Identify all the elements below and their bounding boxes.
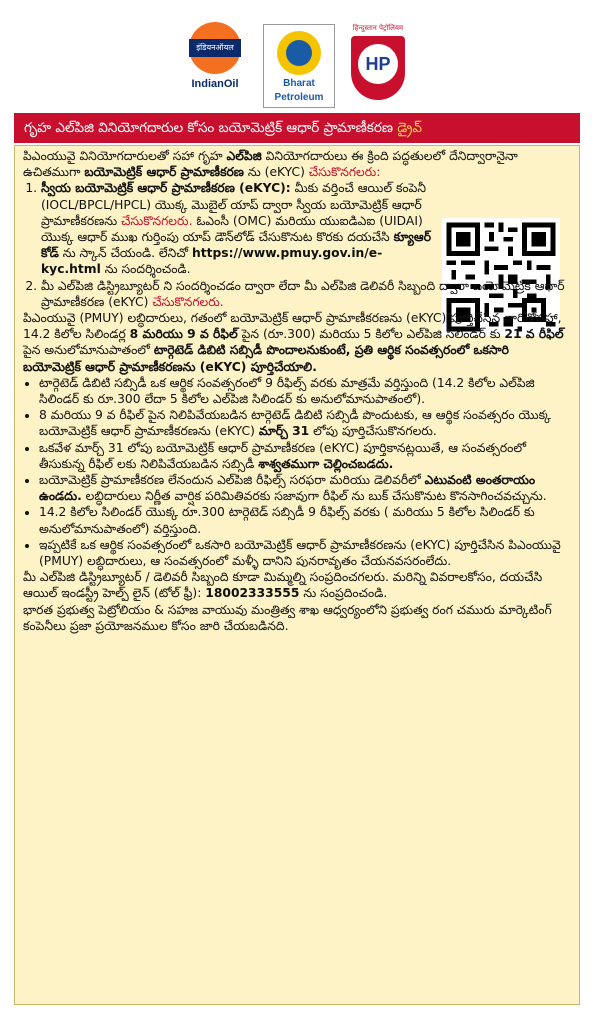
indianoil-devanagari: इंडियनऑयल: [189, 39, 241, 57]
methods-list: [23, 180, 571, 310]
indianoil-logo: [185, 22, 245, 90]
hp-mark: HP: [358, 44, 398, 84]
bharat-line2: Petroleum: [274, 92, 324, 103]
issuer-paragraph: భారత ప్రభుత్వ పెట్రోలియం & సహజ వాయువు మంత్రిత్వ శాఖ ఆధ్వర్యంలోని ప్రభుత్వ రంగ చమురు మార్కెటింగ్ కంపెనీలు ప్రజా ప్రయోజనముల కోసం జారి చేయబడినది.: [23, 602, 552, 633]
pmuy-ekyc-link[interactable]: https://www.pmuy.gov.in/e-kyc.html: [41, 246, 383, 277]
title-banner: [14, 113, 580, 143]
bharat-petroleum-emblem-icon: [277, 31, 321, 75]
notice-box: [14, 145, 580, 1005]
method-self-ekyc: 1. స్వీయ బయోమెట్రిక్ ఆధార్ ప్రామాణీకరణ (eKYC): మీకు వర్తించే ఆయిల్ కంపెనీ (IOCL/BPCL/HPCL) యొక్క మొబైల్ యాప్ ద్వారా స్వీయ బయోమెట్రిక్ ఆధార్ ప్రామాణీకరణను చేసుకొనగలరు. ఓఎంసీ (OMC) మరియు యుఐడిఎఐ (UIDAI) యొక్క ఆధార్ ముఖ గుర్తింపు యాప్ డౌన్‌లోడ్ చేసుకొనుట కొరకు దయచేసి క్యూఆర్ కోడ్ ను స్కాన్ చేయండి. లేనిచో https://www.pmuy.gov.in/e-kyc.html ను సందర్శించండి.: [41, 180, 441, 277]
hp-shield-icon: [351, 36, 405, 100]
list-item: • 14.2 కిలోల సిలిండర్ యొక్క రూ.300 టార్గెటెడ్ సబ్సిడీ 9 రీఫిల్స్ వరకు ( మరియు 5 కిలోల సిలిండర్ కు అనులోమానుపాతంలో) వర్తిస్తుంది.: [39, 504, 571, 536]
conditions-list: [23, 375, 571, 569]
indianoil-wordmark: IndianOil: [191, 78, 239, 90]
notice-content: [23, 148, 571, 634]
helpline-number[interactable]: 18002333555: [205, 586, 300, 601]
bharat-line1: Bharat: [283, 78, 315, 89]
hp-logo: [348, 24, 408, 106]
list-item: • టార్గెటెడ్ డిబిటి సబ్సిడీ ఒక ఆర్థిక సంవత్సరంలో 9 రీఫిల్స్ వరకు మాత్రమే వర్తిస్తుంది (14.2 కిలోల ఎల్‌పిజి సిలిండర్ కు రూ.300 లేదా 5 కిలోల ఎల్‌పిజి సిలిండర్ కు అనులోమానుపాతంలో).: [39, 375, 571, 407]
list-item: • ఒకవేళ మార్చ్ 31 లోపు బయోమెట్రిక్ ఆధార్ ప్రామాణీకరణ (eKYC) పూర్తికానట్లయితే, ఆ సంవత్సరంలో తీసుకున్న రీఫిల్ లకు నిలిపివేయబడిన సబ్సిడీ శాశ్వతముగా చెల్లించబడదు.: [39, 440, 571, 472]
banner-text: గృహ ఎల్‌పిజి వినియోగదారుల కోసం బయోమెట్రిక్ ఆధార్ ప్రామాణీకరణ: [24, 120, 398, 136]
pmuy-paragraph: పిఎంయువై (PMUY) లబ్ధిదారులు, గతంలో బయోమెట్రిక్ ఆధార్ ప్రామాణీకరణను (eKYC) పూర్తిచేసిన వారితోసహా, 14.2 కిలోల సిలిండర్ల 8 మరియు 9 వ రీఫిల్ పైన (రూ.300) మరియు 5 కిలోల ఎల్‌పిజి సిలిండర్ కు 21 వ రీఫిల్ పైన అనులోమానుపాతంలో టార్గెటెడ్ డిబిటి సబ్సిడీ పొందాలనుకుంటే, ప్రతి ఆర్థిక సంవత్సరంలో ఒకసారి బయోమెట్రిక్ ఆధార్ ప్రామాణీకరణను (eKYC) పూర్తిచేయాలి.: [23, 311, 564, 374]
intro-paragraph: పిఎంయువై వినియోగదారులతో సహా గృహ ఎల్‌పిజి వినియోగదారులు ఈ క్రింది పద్ధతులలో దేనిద్వారానైనా ఉచితముగా బయోమెట్రిక్ ఆధార్ ప్రామాణీకరణ ను (eKYC) చేసుకొనగలరు:: [23, 149, 518, 180]
list-item: • బయోమెట్రిక్ ప్రామాణీకరణ లేనందున ఎల్‌పిజి రీఫిల్స్ సరఫరా మరియు డెలివరీలో ఎటువంటి అంతరాయం ఉండదు. లబ్ధిదారులు నిర్ణీత వార్షిక పరిమితివరకు సజావుగా రీఫిల్ ను బుక్ చేసుకొనుట కొనసాగించవచ్చును.: [39, 472, 571, 504]
hp-devanagari: हिन्दुस्तान पेट्रोलियम: [352, 24, 404, 32]
indianoil-emblem-icon: [189, 22, 241, 74]
list-item: • 8 మరియు 9 వ రీఫిల్ పైన నిలిపివేయబడిన టార్గెటెడ్ డిబిటి సబ్సిడీ పొందుటకు, ఆ ఆర్థిక సంవత్సరం యొక్క బయోమెట్రిక్ ఆధార్ ప్రామాణీకరణను (eKYC) మార్చ్ 31 లోపు పూర్తిచేసుకొనగలరు.: [39, 407, 571, 439]
method-distributor: 2. మీ ఎల్‌పిజి డిస్ట్రిబ్యూటర్ ని సందర్శించడం ద్వారా లేదా మీ ఎల్‌పిజి డెలివరీ సిబ్బంది ద్వారా బయోమెట్రిక్ ఆధార్ ప్రామాణీకరణ (eKYC) చేసుకొనగలరు.: [41, 278, 571, 310]
helpline-paragraph: మీ ఎల్‌పిజి డిస్ట్రిబ్యూటర్ / డెలివరీ సిబ్బంది కూడా మిమ్మల్ని సంప్రదించగలరు. మరిన్ని వివరాలకోసం, దయచేసి ఆయిల్ ఇండస్ట్రీ హెల్ప్ లైన్ (టోల్ ఫ్రీ): 18002333555 ను సంప్రదించండి.: [23, 570, 543, 601]
logo-strip: [0, 14, 595, 106]
bharat-petroleum-logo: [263, 24, 335, 108]
banner-highlight: డ్రైవ్: [397, 120, 423, 136]
list-item: • ఇప్పటికే ఒక ఆర్థిక సంవత్సరంలో ఒకసారి బయోమెట్రిక్ ఆధార్ ప్రామాణీకరణను (eKYC) పూర్తిచేసిన పిఎంయువై (PMUY) లబ్ధిదారులు, ఆ సంవత్సరంలో మళ్ళీ దానిని పునరావృతం చేయనవసరంలేదు.: [39, 537, 571, 569]
